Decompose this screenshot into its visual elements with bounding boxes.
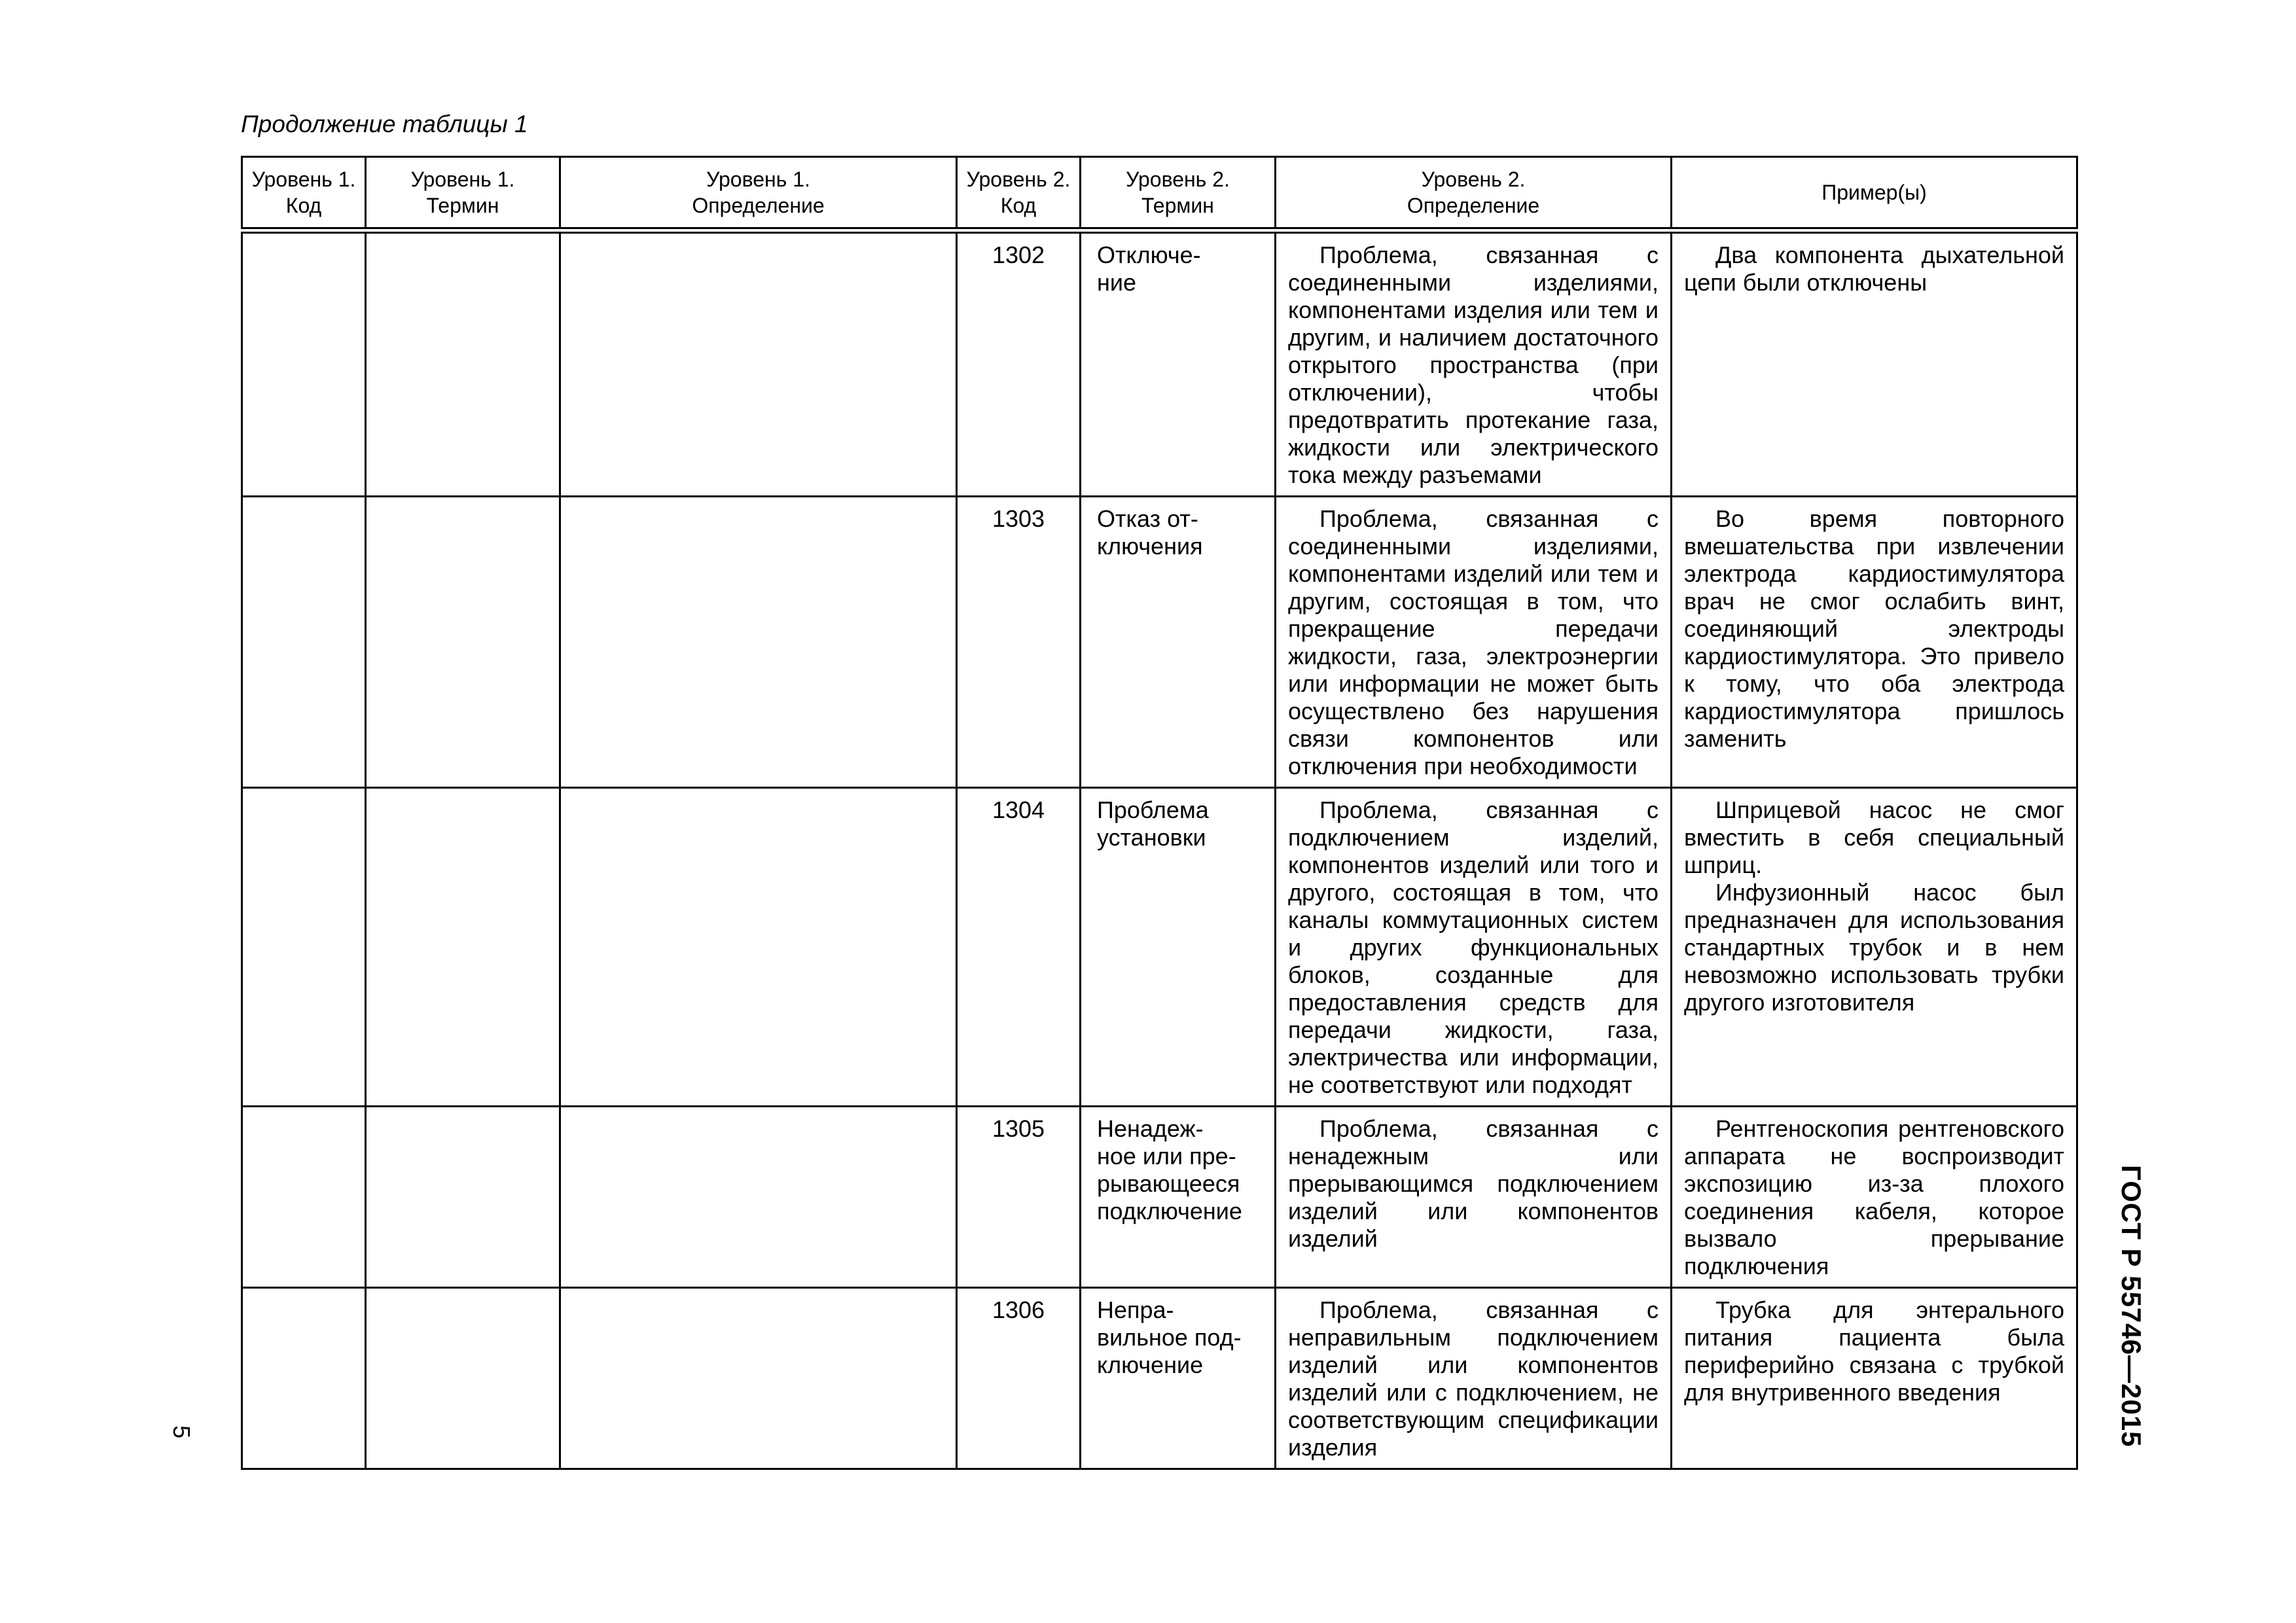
table-row [242,1107,2077,1288]
level2-term-cell: Непра- вильное под- ключение [1081,1288,1276,1469]
level1-term-cell [366,1107,560,1288]
example-text: Два компонента дыхательной цепи были отключены [1684,241,2064,296]
main-table-container [241,156,2076,1470]
classification-table [241,156,2078,1470]
level1-code-cell [242,1288,366,1469]
header-level1-definition: Уровень 1. Определение [560,157,957,231]
examples-cell [1672,788,2077,1107]
level2-term-cell: Проблема установки [1081,788,1276,1107]
header-level1-code: Уровень 1. Код [242,157,366,231]
standard-designation: ГОСТ Р 55746—2015 [2116,1165,2147,1448]
level1-code-cell [242,497,366,788]
header-level2-code: Уровень 2. Код [957,157,1081,231]
level1-definition-cell [560,1107,957,1288]
table-row [242,1288,2077,1469]
level1-term-cell [366,788,560,1107]
example-text: Трубка для энтерального питания пациента была периферийно связана с трубкой для внутривенного введения [1684,1296,2064,1406]
level1-term-cell [366,230,560,497]
example-text: Инфузионный насос был предназначен для использования стандартных трубок и в нем невозможно использовать трубки другого изготовителя [1684,879,2064,1016]
example-text: Во время повторного вмешательства при извлечении электрода кардиостимулятора врач не смог ослабить винт, соединяющий электроды кардиостимулятора. Это привело к тому, что оба электрода кардиостимулятора пришлось заменить [1684,505,2064,752]
table-caption: Продолжение таблицы 1 [241,111,528,137]
level2-term-cell: Отключе- ние [1081,230,1276,497]
level2-code-cell: 1306 [957,1288,1081,1469]
level2-definition-cell: Проблема, связанная с неправильным подключением изделий или компонентов изделий или с подключением, не соответствующим спецификации изделия [1276,1288,1672,1469]
level1-definition-cell [560,788,957,1107]
level2-term-cell: Отказ от- ключения [1081,497,1276,788]
level1-code-cell [242,230,366,497]
level2-definition-cell: Проблема, связанная с подключением изделий, компонентов изделий или того и другого, состоящая в том, что каналы коммутационных систем и других функциональных блоков, созданные для предоставления средств для передачи жидкости, газа, электричества или информации, не соответствуют или подходят [1276,788,1672,1107]
header-examples: Пример(ы) [1672,157,2077,231]
example-text: Шприцевой насос не смог вместить в себя специальный шприц. [1684,796,2064,878]
level1-definition-cell [560,230,957,497]
level1-definition-cell [560,1288,957,1469]
level2-code-cell: 1305 [957,1107,1081,1288]
example-text: Рентгеноскопия рентгеновского аппарата не воспроизводит экспозицию из-за плохого соединения кабеля, которое вызвало прерывание подключения [1684,1115,2064,1279]
level1-term-cell [366,1288,560,1469]
level2-code-cell: 1304 [957,788,1081,1107]
examples-cell [1672,497,2077,788]
header-level2-definition: Уровень 2. Определение [1276,157,1672,231]
level2-definition-cell: Проблема, связанная с ненадежным или прерывающимся подключением изделий или компонентов изделий [1276,1107,1672,1288]
page-number: 5 [168,1425,195,1439]
level2-code-cell: 1302 [957,230,1081,497]
level2-definition-cell: Проблема, связанная с соединенными изделиями, компонентами изделия или тем и другим, и наличием достаточного открытого пространства (при отключении), чтобы предотвратить протекание газа, жидкости или электрического тока между разъемами [1276,230,1672,497]
header-level1-term: Уровень 1. Термин [366,157,560,231]
table-row [242,230,2077,497]
level1-code-cell [242,788,366,1107]
table-row [242,497,2077,788]
level2-term-cell: Ненадеж- ное или пре- рывающееся подключение [1081,1107,1276,1288]
header-level2-term: Уровень 2. Термин [1081,157,1276,231]
level1-definition-cell [560,497,957,788]
examples-cell [1672,1288,2077,1469]
level1-code-cell [242,1107,366,1288]
table-row [242,788,2077,1107]
table-header-row [242,157,2077,231]
level2-definition-cell: Проблема, связанная с соединенными изделиями, компонентами изделий или тем и другим, состоящая в том, что прекращение передачи жидкости, газа, электроэнергии или информации не может быть осуществлено без нарушения связи компонентов или отключения при необходимости [1276,497,1672,788]
level2-code-cell: 1303 [957,497,1081,788]
level1-term-cell [366,497,560,788]
examples-cell [1672,230,2077,497]
examples-cell [1672,1107,2077,1288]
